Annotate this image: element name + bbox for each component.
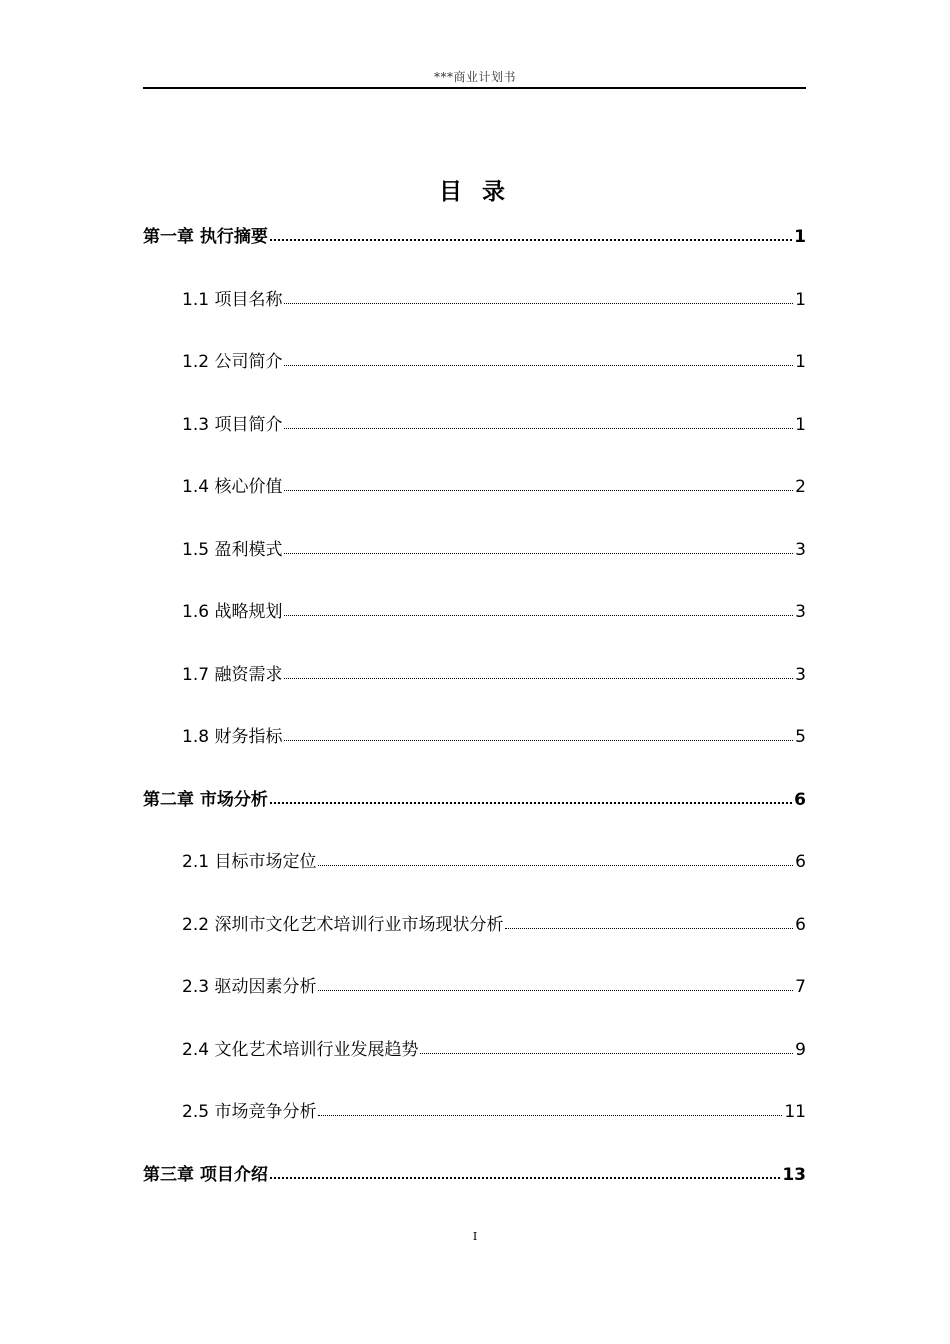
toc-entry-page: 1 (795, 290, 806, 310)
toc-entry-page: 3 (795, 665, 806, 685)
toc-leader-dots (270, 790, 792, 804)
toc-entry-page: 5 (795, 727, 806, 747)
toc-leader-dots (284, 416, 793, 429)
toc-entry-page: 13 (782, 1165, 806, 1185)
toc-entry-page: 3 (795, 602, 806, 622)
toc-leader-dots (420, 1041, 793, 1054)
toc-entry-label: 1.3 项目简介 (182, 415, 283, 435)
toc-entry-label: 第二章 市场分析 (143, 790, 268, 810)
toc-leader-dots (318, 1103, 782, 1116)
toc-entry-section-2-3[interactable] (182, 972, 806, 1002)
toc-entry-label: 2.1 目标市场定位 (182, 852, 317, 872)
toc-entry-section-1-8[interactable] (182, 722, 806, 752)
toc-entry-label: 第三章 项目介绍 (143, 1165, 268, 1185)
toc-leader-dots (318, 853, 793, 866)
toc-leader-dots (284, 666, 793, 679)
toc-leader-dots (270, 227, 792, 241)
toc-entry-page: 2 (795, 477, 806, 497)
toc-entry-section-1-6[interactable] (182, 597, 806, 627)
toc-entry-page: 9 (795, 1040, 806, 1060)
toc-entry-label: 2.2 深圳市文化艺术培训行业市场现状分析 (182, 915, 504, 935)
toc-leader-dots (284, 291, 793, 304)
toc-entry-chapter-2[interactable] (143, 785, 806, 815)
toc-entry-section-2-2[interactable] (182, 910, 806, 940)
toc-entry-label: 第一章 执行摘要 (143, 227, 268, 247)
toc-entry-chapter-1[interactable] (143, 222, 806, 252)
toc-leader-dots (284, 603, 793, 616)
toc-entry-page: 7 (795, 977, 806, 997)
toc-entry-label: 2.4 文化艺术培训行业发展趋势 (182, 1040, 419, 1060)
toc-leader-dots (284, 478, 793, 491)
toc-entry-label: 1.2 公司简介 (182, 352, 283, 372)
page-number: I (472, 1230, 478, 1243)
toc-entry-label: 1.6 战略规划 (182, 602, 283, 622)
toc-entry-page: 11 (784, 1102, 806, 1122)
toc-entry-section-1-3[interactable] (182, 410, 806, 440)
toc-entry-section-2-5[interactable] (182, 1097, 806, 1127)
toc-entry-page: 3 (795, 540, 806, 560)
toc-entry-label: 1.5 盈利模式 (182, 540, 283, 560)
toc-entry-label: 1.7 融资需求 (182, 665, 283, 685)
toc-title: 目 录 (438, 179, 511, 205)
header-rule (143, 87, 806, 89)
toc-entry-page: 1 (794, 227, 806, 247)
toc-leader-dots (284, 728, 793, 741)
toc-entry-chapter-3[interactable] (143, 1160, 806, 1190)
toc-entry-page: 6 (795, 852, 806, 872)
toc-entry-section-2-4[interactable] (182, 1035, 806, 1065)
toc-entry-label: 1.4 核心价值 (182, 477, 283, 497)
toc-entry-section-1-2[interactable] (182, 347, 806, 377)
toc-entry-section-1-7[interactable] (182, 660, 806, 690)
toc-leader-dots (284, 353, 793, 366)
toc-leader-dots (270, 1165, 780, 1179)
toc-entry-page: 1 (795, 415, 806, 435)
toc-leader-dots (284, 541, 793, 554)
toc-leader-dots (318, 978, 793, 991)
toc-entry-section-1-4[interactable] (182, 472, 806, 502)
toc-entry-section-1-1[interactable] (182, 285, 806, 315)
toc-entry-label: 1.8 财务指标 (182, 727, 283, 747)
toc-entry-page: 1 (795, 352, 806, 372)
toc-entry-label: 1.1 项目名称 (182, 290, 283, 310)
toc-entry-label: 2.3 驱动因素分析 (182, 977, 317, 997)
toc-entry-section-1-5[interactable] (182, 535, 806, 565)
header-title: ***商业计划书 (433, 70, 516, 84)
toc-entry-page: 6 (795, 915, 806, 935)
toc-entry-page: 6 (794, 790, 806, 810)
toc-leader-dots (505, 916, 793, 929)
toc-entry-label: 2.5 市场竞争分析 (182, 1102, 317, 1122)
toc-entry-section-2-1[interactable] (182, 847, 806, 877)
